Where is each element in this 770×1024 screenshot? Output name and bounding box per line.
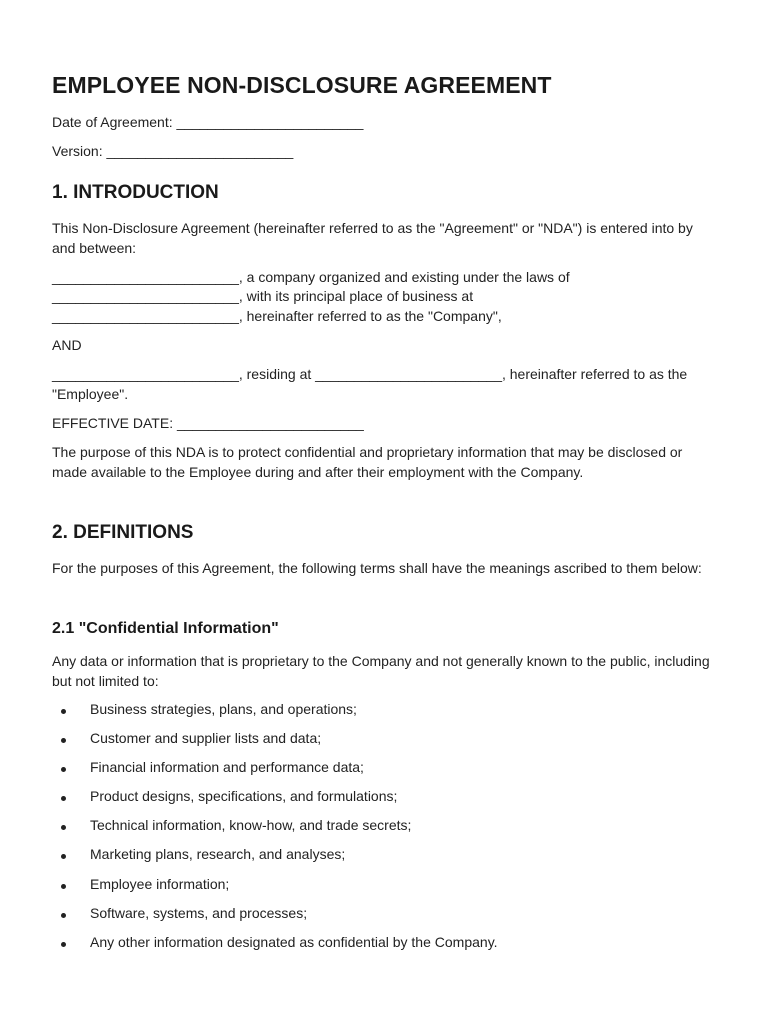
list-item-text: Financial information and performance data; [90,759,364,776]
bullet-icon [61,942,66,947]
bullet-icon [61,796,66,801]
date-of-agreement-line: Date of Agreement: ________________________ [52,114,364,130]
bullet-icon [61,884,66,889]
company-line-3: ________________________, hereinafter referred to as the "Company", [52,308,502,324]
introduction-heading: 1. INTRODUCTION [52,182,219,203]
list-item-text: Any other information designated as confidential by the Company. [90,933,498,950]
bullet-icon [61,913,66,918]
list-item-text: Technical information, know-how, and trade secrets; [90,817,412,834]
document-title: EMPLOYEE NON-DISCLOSURE AGREEMENT [52,72,552,98]
company-line-1: ________________________, a company organized and existing under the laws of [52,269,570,285]
introduction-paragraph: This Non-Disclosure Agreement (hereinafter referred to as the "Agreement" or "NDA") is entered into by and between: [52,220,693,256]
version-line: Version: ________________________ [52,143,294,159]
bullet-icon [61,738,66,743]
definitions-paragraph: For the purposes of this Agreement, the following terms shall have the meanings ascribed to them below: [52,560,702,576]
list-item-text: Software, systems, and processes; [90,904,308,921]
definitions-heading: 2. DEFINITIONS [52,522,194,543]
bullet-icon [61,825,66,830]
confidential-information-paragraph: Any data or information that is proprietary to the Company and not generally known to the public, including but not limited to: [52,653,710,689]
purpose-paragraph: The purpose of this NDA is to protect confidential and proprietary information that may be disclosed or made available to the Employee during and after their employment with the Company. [52,444,683,480]
list-item-text: Employee information; [90,875,230,892]
list-item-text: Customer and supplier lists and data; [90,730,322,747]
list-item-text: Business strategies, plans, and operations; [90,701,357,717]
bullet-icon [61,854,66,859]
bullet-icon [61,767,66,772]
list-item-text: Product designs, specifications, and formulations; [90,788,398,805]
confidential-information-heading: 2.1 "Confidential Information" [52,620,279,637]
effective-date-line: EFFECTIVE DATE: ________________________ [52,415,364,431]
list-item-text: Marketing plans, research, and analyses; [90,846,346,863]
bullet-icon [61,709,66,714]
and-text: AND [52,337,82,353]
company-line-2: ________________________, with its principal place of business at [52,288,474,304]
employee-paragraph: ________________________, residing at ________________________, hereinafter referred to as the "Employee". [52,366,688,402]
